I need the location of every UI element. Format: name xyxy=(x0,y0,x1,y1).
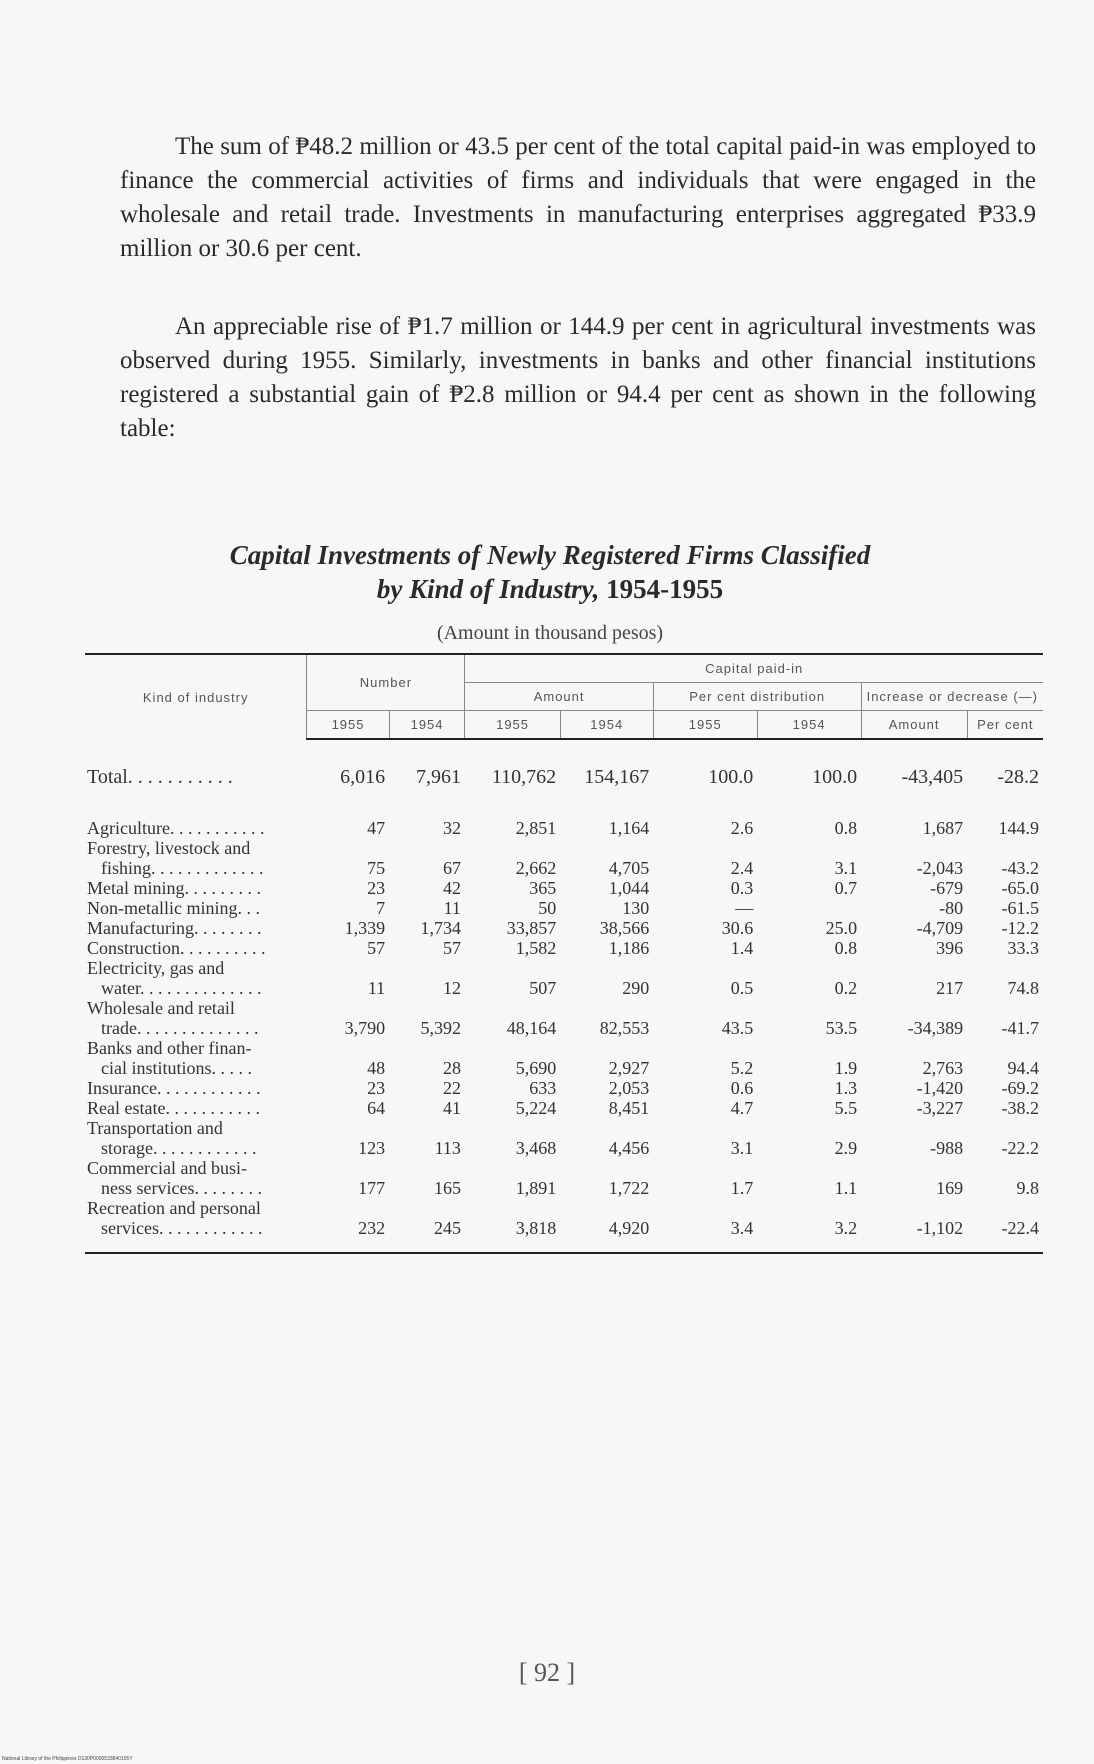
table-cell: -80 xyxy=(939,898,964,918)
table-row xyxy=(85,918,1043,938)
table-cell: 1.3 xyxy=(834,1078,858,1098)
row-label: Recreation and personal xyxy=(87,1198,261,1218)
row-label: Transportation and xyxy=(87,1118,223,1138)
table-cell: 2,662 xyxy=(515,858,557,878)
table-cell: -1,420 xyxy=(916,1078,964,1098)
table-cell: 2,053 xyxy=(608,1078,650,1098)
header-amount-1955: 1955 xyxy=(465,711,560,740)
table-cell: 23 xyxy=(367,1078,386,1098)
table-cell: 123 xyxy=(358,1138,386,1158)
table-cell: 5,690 xyxy=(515,1058,557,1078)
table-title-line-1: Capital Investments of Newly Registered Firms Classified xyxy=(229,540,871,570)
table-cell: 12 xyxy=(442,978,461,998)
header-amount-1954: 1954 xyxy=(560,711,653,740)
table-cell: 9.8 xyxy=(1016,1178,1039,1198)
table-cell: 290 xyxy=(622,978,650,998)
row-label: Agriculture. . . . . . . . . . . xyxy=(87,818,265,838)
row-label: services. . . . . . . . . . . . xyxy=(101,1218,263,1238)
row-label: trade. . . . . . . . . . . . . . xyxy=(101,1018,259,1038)
header-amount: Amount xyxy=(465,683,653,711)
table-cell: 2.6 xyxy=(730,818,754,838)
table-cell: 0.6 xyxy=(730,1078,754,1098)
total-cell: 6,016 xyxy=(340,766,386,788)
header-inc-percent: Per cent xyxy=(967,711,1043,740)
table-cell: 1,582 xyxy=(515,938,557,958)
table-cell: 245 xyxy=(433,1218,461,1238)
row-label: Banks and other finan- xyxy=(87,1038,252,1058)
table-cell: -61.5 xyxy=(1001,898,1039,918)
table-cell: 130 xyxy=(622,898,650,918)
row-label: Non-metallic mining. . . xyxy=(87,898,260,918)
table-cell: 0.5 xyxy=(730,978,754,998)
header-number-1955: 1955 xyxy=(307,711,389,740)
table-cell: 57 xyxy=(367,938,386,958)
table-cell: -65.0 xyxy=(1001,878,1039,898)
table-row xyxy=(85,1058,1043,1078)
table-cell: -22.4 xyxy=(1001,1218,1039,1238)
table-row xyxy=(85,878,1043,898)
table-cell: 144.9 xyxy=(998,818,1039,838)
total-cell: -28.2 xyxy=(997,766,1039,788)
table-cell: 4.7 xyxy=(730,1098,754,1118)
total-row xyxy=(85,739,1043,804)
table-row xyxy=(85,858,1043,878)
header-increase: Increase or decrease (—) xyxy=(861,683,1043,711)
table-cell: 4,705 xyxy=(608,858,650,878)
table-cell: 3.1 xyxy=(834,858,858,878)
row-label: storage. . . . . . . . . . . . xyxy=(101,1138,257,1158)
table-title-years: 1954-1955 xyxy=(606,574,724,604)
table-cell: 3.1 xyxy=(730,1138,754,1158)
table-cell: 1,722 xyxy=(608,1178,650,1198)
table-cell: 57 xyxy=(442,938,461,958)
table-cell: 48 xyxy=(367,1058,386,1078)
table-cell: — xyxy=(735,898,754,918)
table-cell: -3,227 xyxy=(916,1098,964,1118)
row-label: ness services. . . . . . . . xyxy=(101,1178,262,1198)
paragraph-1: The sum of ₱48.2 million or 43.5 per cent of the total capital paid-in was employed to finance the commercial activities of firms and individuals that were engaged in the wholesale and retail trade. Investments in manufacturing enterprises aggregated ₱33.9 million or 30.6 per cent. xyxy=(120,133,1036,262)
table-cell: 48,164 xyxy=(506,1018,557,1038)
table-cell: 25.0 xyxy=(825,918,858,938)
row-label: Commercial and busi- xyxy=(87,1158,247,1178)
header-percent-distribution: Per cent distribution xyxy=(653,683,861,711)
page-number: [ 92 ] xyxy=(518,1658,576,1687)
table-row-label-line xyxy=(85,998,1043,1018)
table-cell: 1.1 xyxy=(834,1178,858,1198)
table-cell: 1,164 xyxy=(608,818,650,838)
total-cell: 154,167 xyxy=(584,766,650,788)
table-cell: 0.7 xyxy=(834,878,858,898)
total-label: Total. . . . . . . . . . . xyxy=(87,765,233,788)
table-cell: 5.2 xyxy=(730,1058,754,1078)
table-cell: 3,468 xyxy=(515,1138,557,1158)
header-number-1954: 1954 xyxy=(389,711,465,740)
table-cell: 1,339 xyxy=(344,918,386,938)
table-cell: 2.9 xyxy=(834,1138,858,1158)
table-cell: -69.2 xyxy=(1001,1078,1039,1098)
header-capital-paid-in: Capital paid-in xyxy=(465,654,1043,683)
table-row-label-line xyxy=(85,838,1043,858)
table-cell: 47 xyxy=(367,818,386,838)
table-cell: -988 xyxy=(930,1138,964,1158)
table-row xyxy=(85,1138,1043,1158)
table-cell: -22.2 xyxy=(1001,1138,1039,1158)
table-cell: 0.8 xyxy=(834,818,858,838)
table-cell: 5.5 xyxy=(834,1098,858,1118)
table-cell: -12.2 xyxy=(1001,918,1039,938)
row-label: Metal mining. . . . . . . . . xyxy=(87,878,261,898)
table-row xyxy=(85,978,1043,998)
table-cell: 2.4 xyxy=(730,858,754,878)
table-cell: 169 xyxy=(936,1178,964,1198)
table-row xyxy=(85,1218,1043,1238)
table-cell: 165 xyxy=(433,1178,461,1198)
row-label: Electricity, gas and xyxy=(87,958,225,978)
table-row-label-line xyxy=(85,958,1043,978)
table-cell: 113 xyxy=(434,1138,461,1158)
table-cell: 0.2 xyxy=(834,978,858,998)
table-cell: 4,920 xyxy=(608,1218,650,1238)
table-cell: -679 xyxy=(930,878,964,898)
table-cell: 22 xyxy=(442,1078,461,1098)
table-cell: 94.4 xyxy=(1007,1058,1039,1078)
total-cell: 100.0 xyxy=(708,766,754,788)
table-cell: 53.5 xyxy=(825,1018,858,1038)
total-cell: 110,762 xyxy=(491,766,557,788)
total-cell: -43,405 xyxy=(901,766,964,788)
table-cell: 365 xyxy=(529,878,557,898)
table-cell: 0.8 xyxy=(834,938,858,958)
table-cell: 3,818 xyxy=(515,1218,557,1238)
table-cell: -1,102 xyxy=(916,1218,964,1238)
library-watermark: National Library of the Philippines D130P0000533840155Y xyxy=(2,1756,133,1762)
row-label: Wholesale and retail xyxy=(87,998,235,1018)
row-label: water. . . . . . . . . . . . . . xyxy=(101,978,262,998)
table-cell: 7 xyxy=(376,898,386,918)
table-row xyxy=(85,938,1043,958)
table-cell: 75 xyxy=(367,858,386,878)
table-subtitle: (Amount in thousand pesos) xyxy=(436,622,664,644)
industry-table xyxy=(85,653,1043,1254)
table-cell: 3,790 xyxy=(344,1018,386,1038)
table-title xyxy=(100,538,1000,606)
table-cell: 2,851 xyxy=(515,818,557,838)
table-cell: 1.7 xyxy=(730,1178,754,1198)
paragraph-2: An appreciable rise of ₱1.7 million or 144.9 per cent in agricultural investments was observed during 1955. Similarly, investments in banks and other financial institutions registered a substantial gain of ₱2.8 million or 94.4 per cent as shown in the following table: xyxy=(120,313,1036,442)
table-cell xyxy=(757,898,861,918)
table-cell: 1,186 xyxy=(608,938,650,958)
row-label: fishing. . . . . . . . . . . . . xyxy=(101,858,264,878)
row-label: Manufacturing. . . . . . . . xyxy=(87,918,262,938)
row-label: cial institutions. . . . . xyxy=(101,1058,252,1078)
row-label: Insurance. . . . . . . . . . . . xyxy=(87,1078,261,1098)
total-cell: 100.0 xyxy=(812,766,858,788)
table-cell: 4,456 xyxy=(608,1138,650,1158)
table-cell: 41 xyxy=(442,1098,461,1118)
header-number: Number xyxy=(307,654,465,711)
table-cell: -2,043 xyxy=(916,858,964,878)
table-cell: 38,566 xyxy=(599,918,650,938)
table-cell: 33.3 xyxy=(1007,938,1039,958)
table-cell: 0.3 xyxy=(730,878,754,898)
table-cell: 74.8 xyxy=(1007,978,1039,998)
table-cell: 28 xyxy=(442,1058,461,1078)
table-cell: 5,392 xyxy=(420,1018,461,1038)
row-label: Real estate. . . . . . . . . . . xyxy=(87,1098,260,1118)
table-cell: 177 xyxy=(358,1178,386,1198)
table-cell: 1.4 xyxy=(730,938,754,958)
table-cell: 23 xyxy=(367,878,386,898)
table-cell: 3.4 xyxy=(730,1218,754,1238)
table-cell: 1,734 xyxy=(420,918,461,938)
table-row xyxy=(85,1078,1043,1098)
table-row-label-line xyxy=(85,1118,1043,1138)
table-cell: 1.9 xyxy=(834,1058,858,1078)
table-row-label-line xyxy=(85,1158,1043,1178)
table-cell: 11 xyxy=(443,898,461,918)
table-cell: 32 xyxy=(442,818,461,838)
table-cell: 30.6 xyxy=(721,918,754,938)
table-row xyxy=(85,818,1043,838)
table-cell: -38.2 xyxy=(1001,1098,1039,1118)
row-label: Forestry, livestock and xyxy=(87,838,251,858)
table-cell: 1,044 xyxy=(608,878,650,898)
table-title-line-2: by Kind of Industry, xyxy=(376,574,600,604)
table-cell: 3.2 xyxy=(834,1218,858,1238)
table-row xyxy=(85,1098,1043,1118)
table-cell: 42 xyxy=(442,878,461,898)
table-cell: -43.2 xyxy=(1001,858,1039,878)
header-kind: Kind of industry xyxy=(142,689,249,705)
table-cell: 82,553 xyxy=(599,1018,650,1038)
table-cell: 232 xyxy=(358,1218,386,1238)
header-inc-amount: Amount xyxy=(861,711,967,740)
table-cell: 1,891 xyxy=(515,1178,557,1198)
table-cell: 5,224 xyxy=(515,1098,557,1118)
total-cell: 7,961 xyxy=(415,766,461,788)
table-row-label-line xyxy=(85,1038,1043,1058)
table-cell: 64 xyxy=(367,1098,386,1118)
table-cell: -41.7 xyxy=(1001,1018,1039,1038)
table-cell: 396 xyxy=(936,938,964,958)
header-pct-1954: 1954 xyxy=(757,711,861,740)
table-cell: 2,927 xyxy=(608,1058,650,1078)
table-cell: -4,709 xyxy=(916,918,964,938)
table-cell: 633 xyxy=(529,1078,557,1098)
table-cell: 43.5 xyxy=(721,1018,754,1038)
table-cell: 507 xyxy=(529,978,557,998)
table-row xyxy=(85,898,1043,918)
table-cell: 50 xyxy=(538,898,557,918)
table-cell: 217 xyxy=(936,978,964,998)
table-cell: 2,763 xyxy=(922,1058,964,1078)
table-cell: 11 xyxy=(367,978,386,998)
table-row-label-line xyxy=(85,1198,1043,1218)
table-cell: 1,687 xyxy=(922,818,964,838)
table-cell: 33,857 xyxy=(506,918,557,938)
table-body xyxy=(85,739,1043,1253)
table-cell: 67 xyxy=(442,858,461,878)
table-cell: -34,389 xyxy=(907,1018,964,1038)
table-row xyxy=(85,1178,1043,1198)
row-label: Construction. . . . . . . . . . xyxy=(87,938,266,958)
header-pct-1955: 1955 xyxy=(653,711,757,740)
table-row xyxy=(85,1018,1043,1038)
table-cell: 8,451 xyxy=(608,1098,650,1118)
